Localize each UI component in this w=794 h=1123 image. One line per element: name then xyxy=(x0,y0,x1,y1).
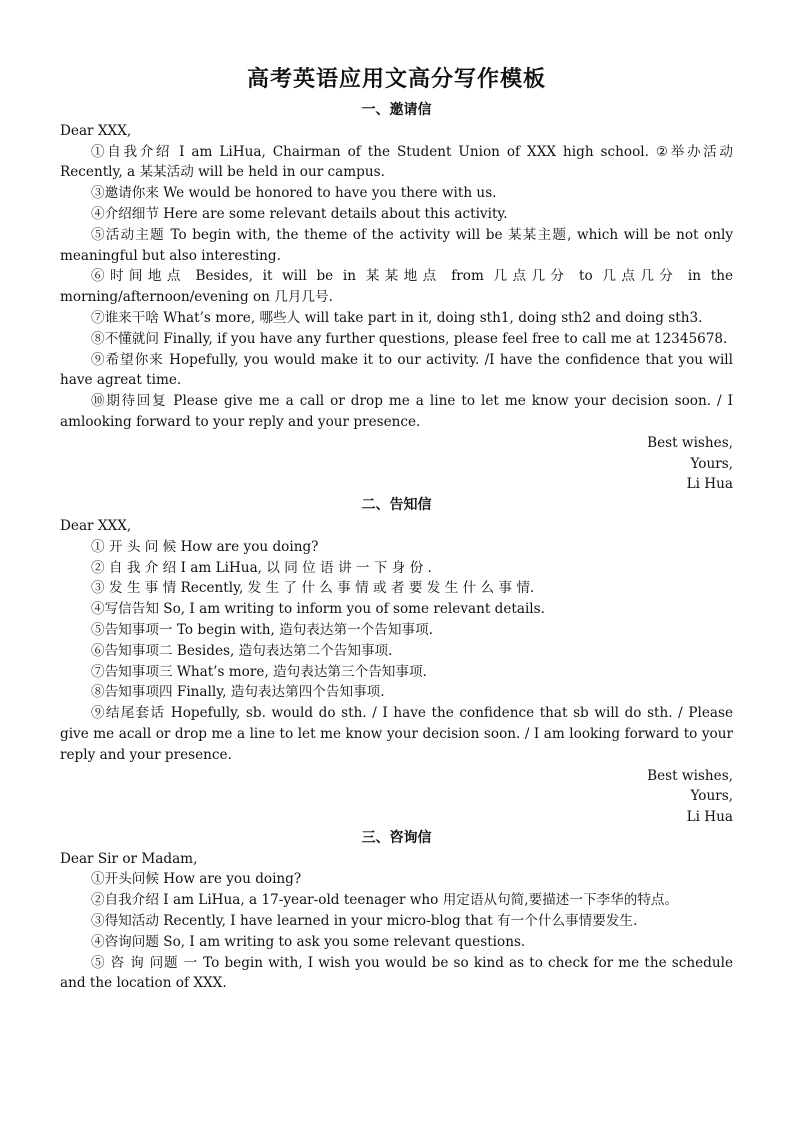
template-item: ④介绍细节 Here are some relevant details about this activity. xyxy=(91,205,508,222)
template-item: ①自我介绍 I am LiHua, Chairman of the Student Union of XXX high school. ②举办活动 Recently, a 某某活动 will be held in our campus. xyxy=(60,143,733,181)
closing-line: Yours, xyxy=(690,788,733,805)
section-heading: 二、告知信 xyxy=(361,497,432,514)
section-inquiry-letter xyxy=(60,828,733,994)
template-item: ⑦谁来干啥 What’s more, 哪些人 will take part in it, doing sth1, doing sth2 and doing sth3. xyxy=(91,309,703,326)
template-item: ⑨希望你来 Hopefully, you would make it to our activity. /I have the confidence that you will have agreat time. xyxy=(60,351,733,389)
template-item: ⑤活动主题 To begin with, the theme of the activity will be 某某主题, which will be not only meaningful but also interesting. xyxy=(60,226,733,264)
template-item: ④写信告知 So, I am writing to inform you of some relevant details. xyxy=(91,601,545,618)
template-item: ⑥告知事项二 Besides, 造句表达第二个告知事项. xyxy=(91,642,393,659)
section-invitation-letter xyxy=(60,100,733,495)
template-item: ⑤ 咨 询 问题 一 To begin with, I wish you would be so kind as to check for me the schedule and the location of XXX. xyxy=(60,954,733,992)
salutation: Dear XXX, xyxy=(60,122,132,139)
template-item: ⑤告知事项一 To begin with, 造句表达第一个告知事项. xyxy=(91,621,433,638)
template-item: ① 开 头 问 候 How are you doing? xyxy=(91,538,319,555)
template-item: ②自我介绍 I am LiHua, a 17-year-old teenager who 用定语从句简,要描述一下李华的特点。 xyxy=(91,892,679,909)
template-item: ③得知活动 Recently, I have learned in your micro-blog that 有一个什么事情要发生. xyxy=(91,913,638,930)
template-item: ⑥时间地点 Besides, it will be in 某某地点 from 几点几分 to 几点几分 in the morning/afternoon/evening on 几月几号. xyxy=(60,268,733,306)
template-item: ⑦告知事项三 What’s more, 造句表达第三个告知事项. xyxy=(91,663,427,680)
closing-line: Best wishes, xyxy=(647,767,733,784)
salutation: Dear Sir or Madam, xyxy=(60,850,198,867)
section-heading: 三、咨询信 xyxy=(361,829,432,846)
template-item: ④咨询问题 So, I am writing to ask you some relevant questions. xyxy=(91,933,526,950)
template-item: ⑧不懂就问 Finally, if you have any further questions, please feel free to call me at 12345678. xyxy=(91,330,728,347)
template-item: ⑩期待回复 Please give me a call or drop me a line to let me know your decision soon. / I amlooking forward to your reply and your presence. xyxy=(60,393,733,430)
signature: Li Hua xyxy=(686,476,733,493)
salutation: Dear XXX, xyxy=(60,517,132,534)
section-notification-letter xyxy=(60,495,733,828)
template-item: ② 自 我 介 绍 I am LiHua, 以 同 位 语 讲 一 下 身 份 . xyxy=(91,559,432,576)
template-item: ⑨结尾套话 Hopefully, sb. would do sth. / I have the confidence that sb will do sth. / Please give me acall or drop me a line to let me know your decision soon. / I am looking forward to your reply and your presence. xyxy=(60,705,733,763)
template-item: ⑧告知事项四 Finally, 造句表达第四个告知事项. xyxy=(91,684,385,701)
template-item: ③ 发 生 事 情 Recently, 发 生 了 什 么 事 情 或 者 要 发 生 什 么 事 情. xyxy=(91,580,535,597)
section-heading: 一、邀请信 xyxy=(361,102,432,118)
signature: Li Hua xyxy=(686,809,733,826)
document-title: 高考英语应用文高分写作模板 xyxy=(246,66,546,92)
closing-line: Yours, xyxy=(690,455,733,472)
template-item: ③邀请你来 We would be honored to have you there with us. xyxy=(91,185,497,202)
closing-line: Best wishes, xyxy=(647,434,733,451)
template-item: ①开头问候 How are you doing? xyxy=(91,871,302,888)
